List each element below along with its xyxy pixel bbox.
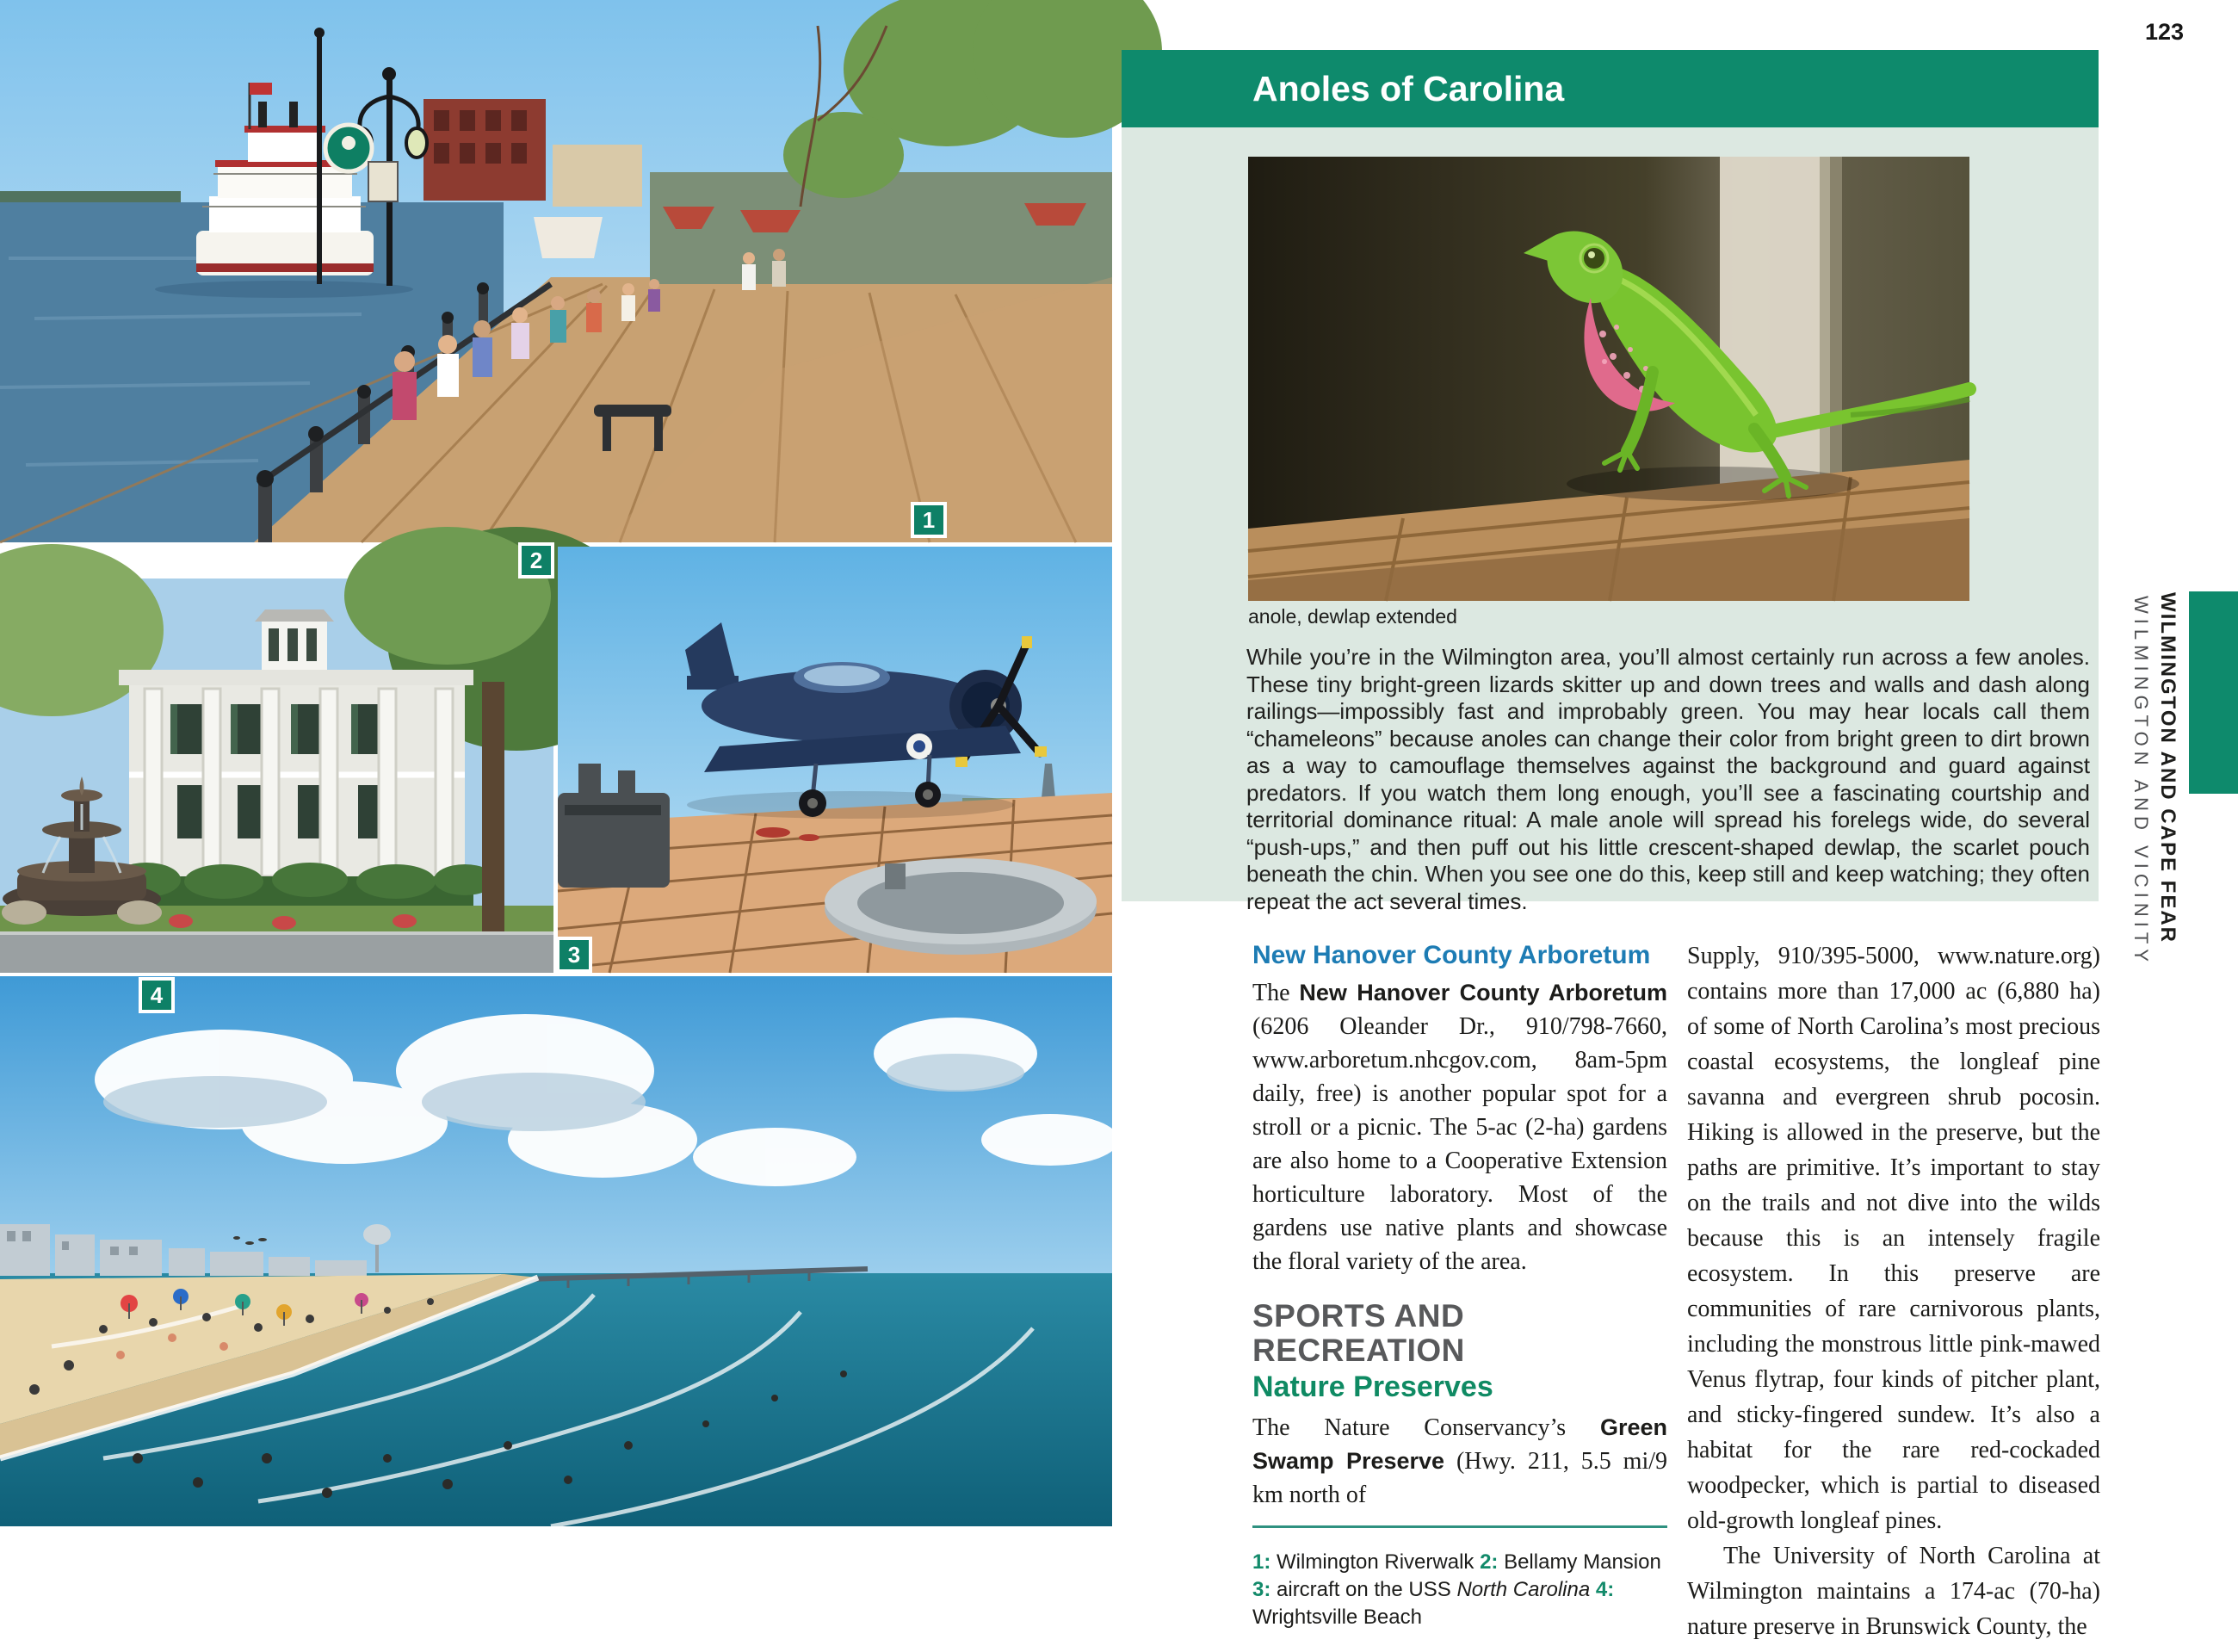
photo-wilmington-riverwalk (0, 0, 1112, 542)
sidebar-body-text: While you’re in the Wilmington area, you’ll almost certainly run across a few anoles. These tiny bright-green lizards skitter up and down trees and walls and dash along railings—impossibly fast and improbably green. You may hear locals call them “chameleons” because anoles can change their color from bright green to dirt brown as a way to camouflage themselves against the background and guard against predators. If you watch them long enough, you’ll see a fascinating courtship and territorial dominance ritual: A male anole will spread his forelegs wide, do several “push-ups,” and then puff out his little crescent-shaped dewlap, the scarlet pouch beneath the chin. When you see one do this, keep still and keep watching; they often repeat the act several times. (1246, 644, 2090, 914)
arboretum-heading: New Hanover County Arboretum (1252, 941, 1651, 969)
beach-illustration (0, 976, 1112, 1526)
mansion-illustration (0, 579, 553, 973)
caption-rule (1252, 1525, 1667, 1528)
anole-illustration (1248, 157, 1969, 601)
anole-photo-caption: anole, dewlap extended (1248, 605, 1457, 628)
uncw-paragraph: The University of North Carolina at Wilmington maintains a 174-ac (70-ha) nature preserve in Brunswick County, the (1687, 1543, 2100, 1640)
nature-preserves-heading: Nature Preserves (1252, 1370, 1493, 1403)
arboretum-paragraph: The New Hanover County Arboretum (6206 Oleander Dr., 910/798-7660, www.arboretum.nhcgov.com, 8am-5pm daily, free) is another popular spot for a stroll or a picnic. The 5-ac (2-ha) gardens are also home to a Cooperative Extension horticulture laboratory. Most of the gardens use native plants and showcase the floral variety of the area. (1252, 980, 1667, 1275)
chapter-title-vertical: WILMINGTON AND CAPE FEAR (2156, 592, 2179, 944)
turret-tub (825, 858, 1097, 955)
text-column-left (1252, 940, 1667, 1652)
sidebar-title: Anoles of Carolina (1252, 69, 1565, 108)
sports-recreation-heading: SPORTS AND RECREATION (1252, 1298, 1465, 1368)
page-number: 123 (2145, 19, 2185, 45)
green-swamp-paragraph: The Nature Conservancy’s Green Swamp Preserve (Hwy. 211, 5.5 mi/9 km north of (1252, 1414, 1667, 1508)
section-title-vertical: WILMINGTON AND VICINITY (2130, 596, 2152, 967)
riverwalk-illustration (0, 0, 1112, 542)
photo-uss-north-carolina-aircraft (558, 547, 1112, 973)
photo-badge-4: 4 (139, 977, 175, 1013)
sidebar-title-banner (1122, 50, 2099, 127)
photo-badge-3: 3 (556, 937, 592, 973)
preserve-paragraph: Supply, 910/395-5000, www.nature.org) contains more than 17,000 ac (6,880 ha) of some of North Carolina’s most precious coastal ecosystems, the longleaf pine savanna and evergreen shrub pocosin. Hiking is allowed in the preserve, but the paths are primitive. It’s important to stay on the trails and not dive into the wilds because this is an intensely fragile ecosystem. In this preserve are communities of rare carnivorous plants, including the monstrous little pink-mawed Venus flytrap, four kinds of pitcher plant, and sticky-fingered sundew. It’s also a habitat for the rare red-cockaded woodpecker, which is partial to diseased old-growth longleaf pines. (1687, 943, 2100, 1534)
photo-captions: 1: Wilmington Riverwalk 2: Bellamy Mansion 3: aircraft on the USS North Carolina 4: Wrightsville Beach (1252, 1550, 1661, 1629)
photo-badge-2: 2 (518, 542, 554, 579)
aircraft-illustration (558, 547, 1112, 973)
photo-badge-1: 1 (911, 502, 947, 538)
chapter-tab (2189, 591, 2238, 794)
photo-anole (1248, 157, 1969, 601)
photo-bellamy-mansion (0, 579, 553, 973)
text-column-right (1687, 938, 2100, 1644)
photo-wrightsville-beach (0, 976, 1112, 1526)
